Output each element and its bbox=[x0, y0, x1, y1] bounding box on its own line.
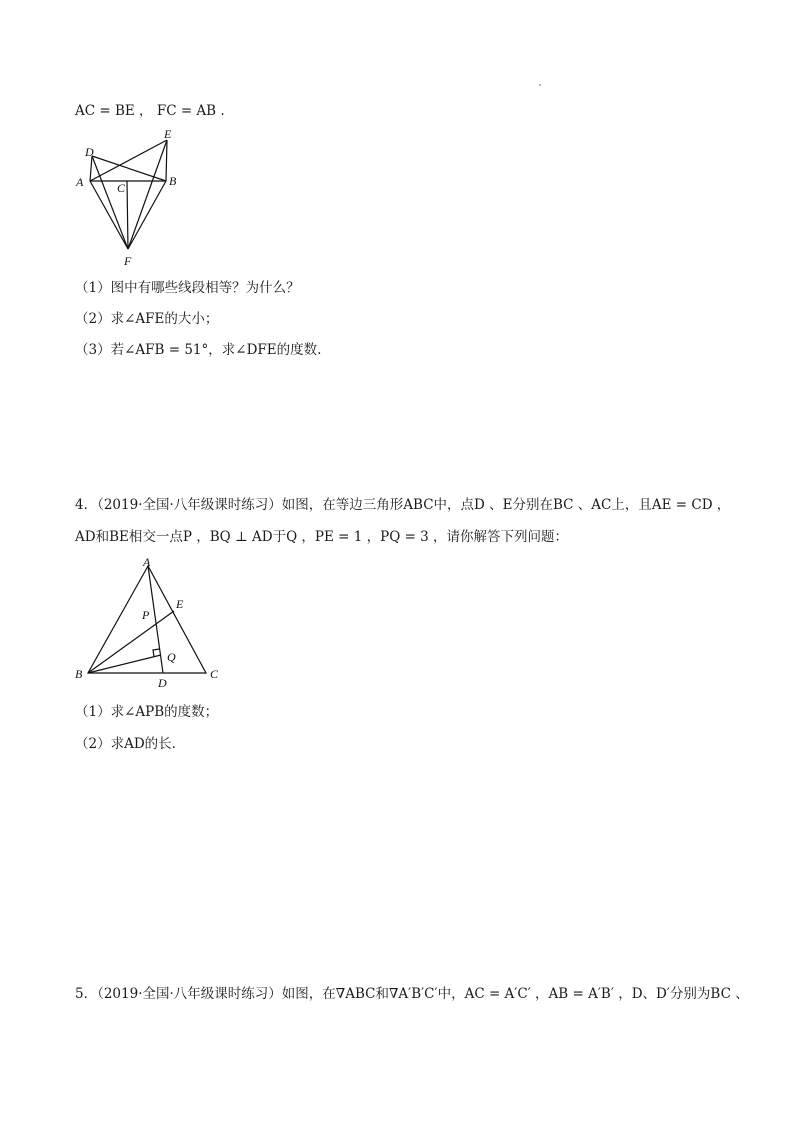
label-P: P bbox=[142, 608, 150, 622]
q3-figure bbox=[70, 126, 190, 275]
label-B: B bbox=[75, 667, 83, 681]
label-D: D bbox=[158, 676, 167, 690]
label-D: D bbox=[85, 145, 94, 159]
q3-geometry-diagram bbox=[70, 126, 190, 271]
q3-part2: （2）求∠AFE的大小； bbox=[75, 311, 219, 327]
label-A: A bbox=[76, 175, 84, 189]
q5-line1: 5．（2019·全国·八年级课时练习）如图，在∇ABC和∇A′B′C′中，AC = A′C′ ，AB = A′B′ ，D、D′分别为BC 、 bbox=[75, 986, 749, 1002]
q4-part1: （1）求∠APB的度数； bbox=[75, 704, 219, 720]
label-B: B bbox=[169, 174, 177, 188]
q4-figure bbox=[70, 556, 230, 695]
q3-part3: （3）若∠AFB = 51°，求∠DFE的度数. bbox=[75, 342, 322, 358]
q4-line1: 4．（2019·全国·八年级课时练习）如图，在等边三角形ABC中，点D 、E分别在BC 、AC上，且AE = CD ， bbox=[75, 497, 731, 513]
q4-line2: AD和BE相交一点P ，BQ ⊥ AD于Q ，PE = 1 ，PQ = 3 ，请你解答下列问题： bbox=[75, 529, 569, 545]
label-A: A bbox=[143, 556, 151, 569]
q4-geometry-diagram bbox=[70, 556, 230, 691]
label-Q: Q bbox=[167, 650, 176, 664]
label-C: C bbox=[117, 181, 126, 195]
label-E: E bbox=[176, 597, 184, 611]
label-C: C bbox=[210, 667, 219, 681]
q3-part1: （1）图中有哪些线段相等？为什么？ bbox=[75, 280, 300, 296]
label-F: F bbox=[124, 254, 132, 268]
q4-part2: （2）求AD的长. bbox=[75, 736, 176, 752]
q3-given-line: AC = BE ， FC = AB . bbox=[75, 103, 225, 119]
speck bbox=[539, 84, 541, 86]
label-E: E bbox=[164, 127, 172, 141]
